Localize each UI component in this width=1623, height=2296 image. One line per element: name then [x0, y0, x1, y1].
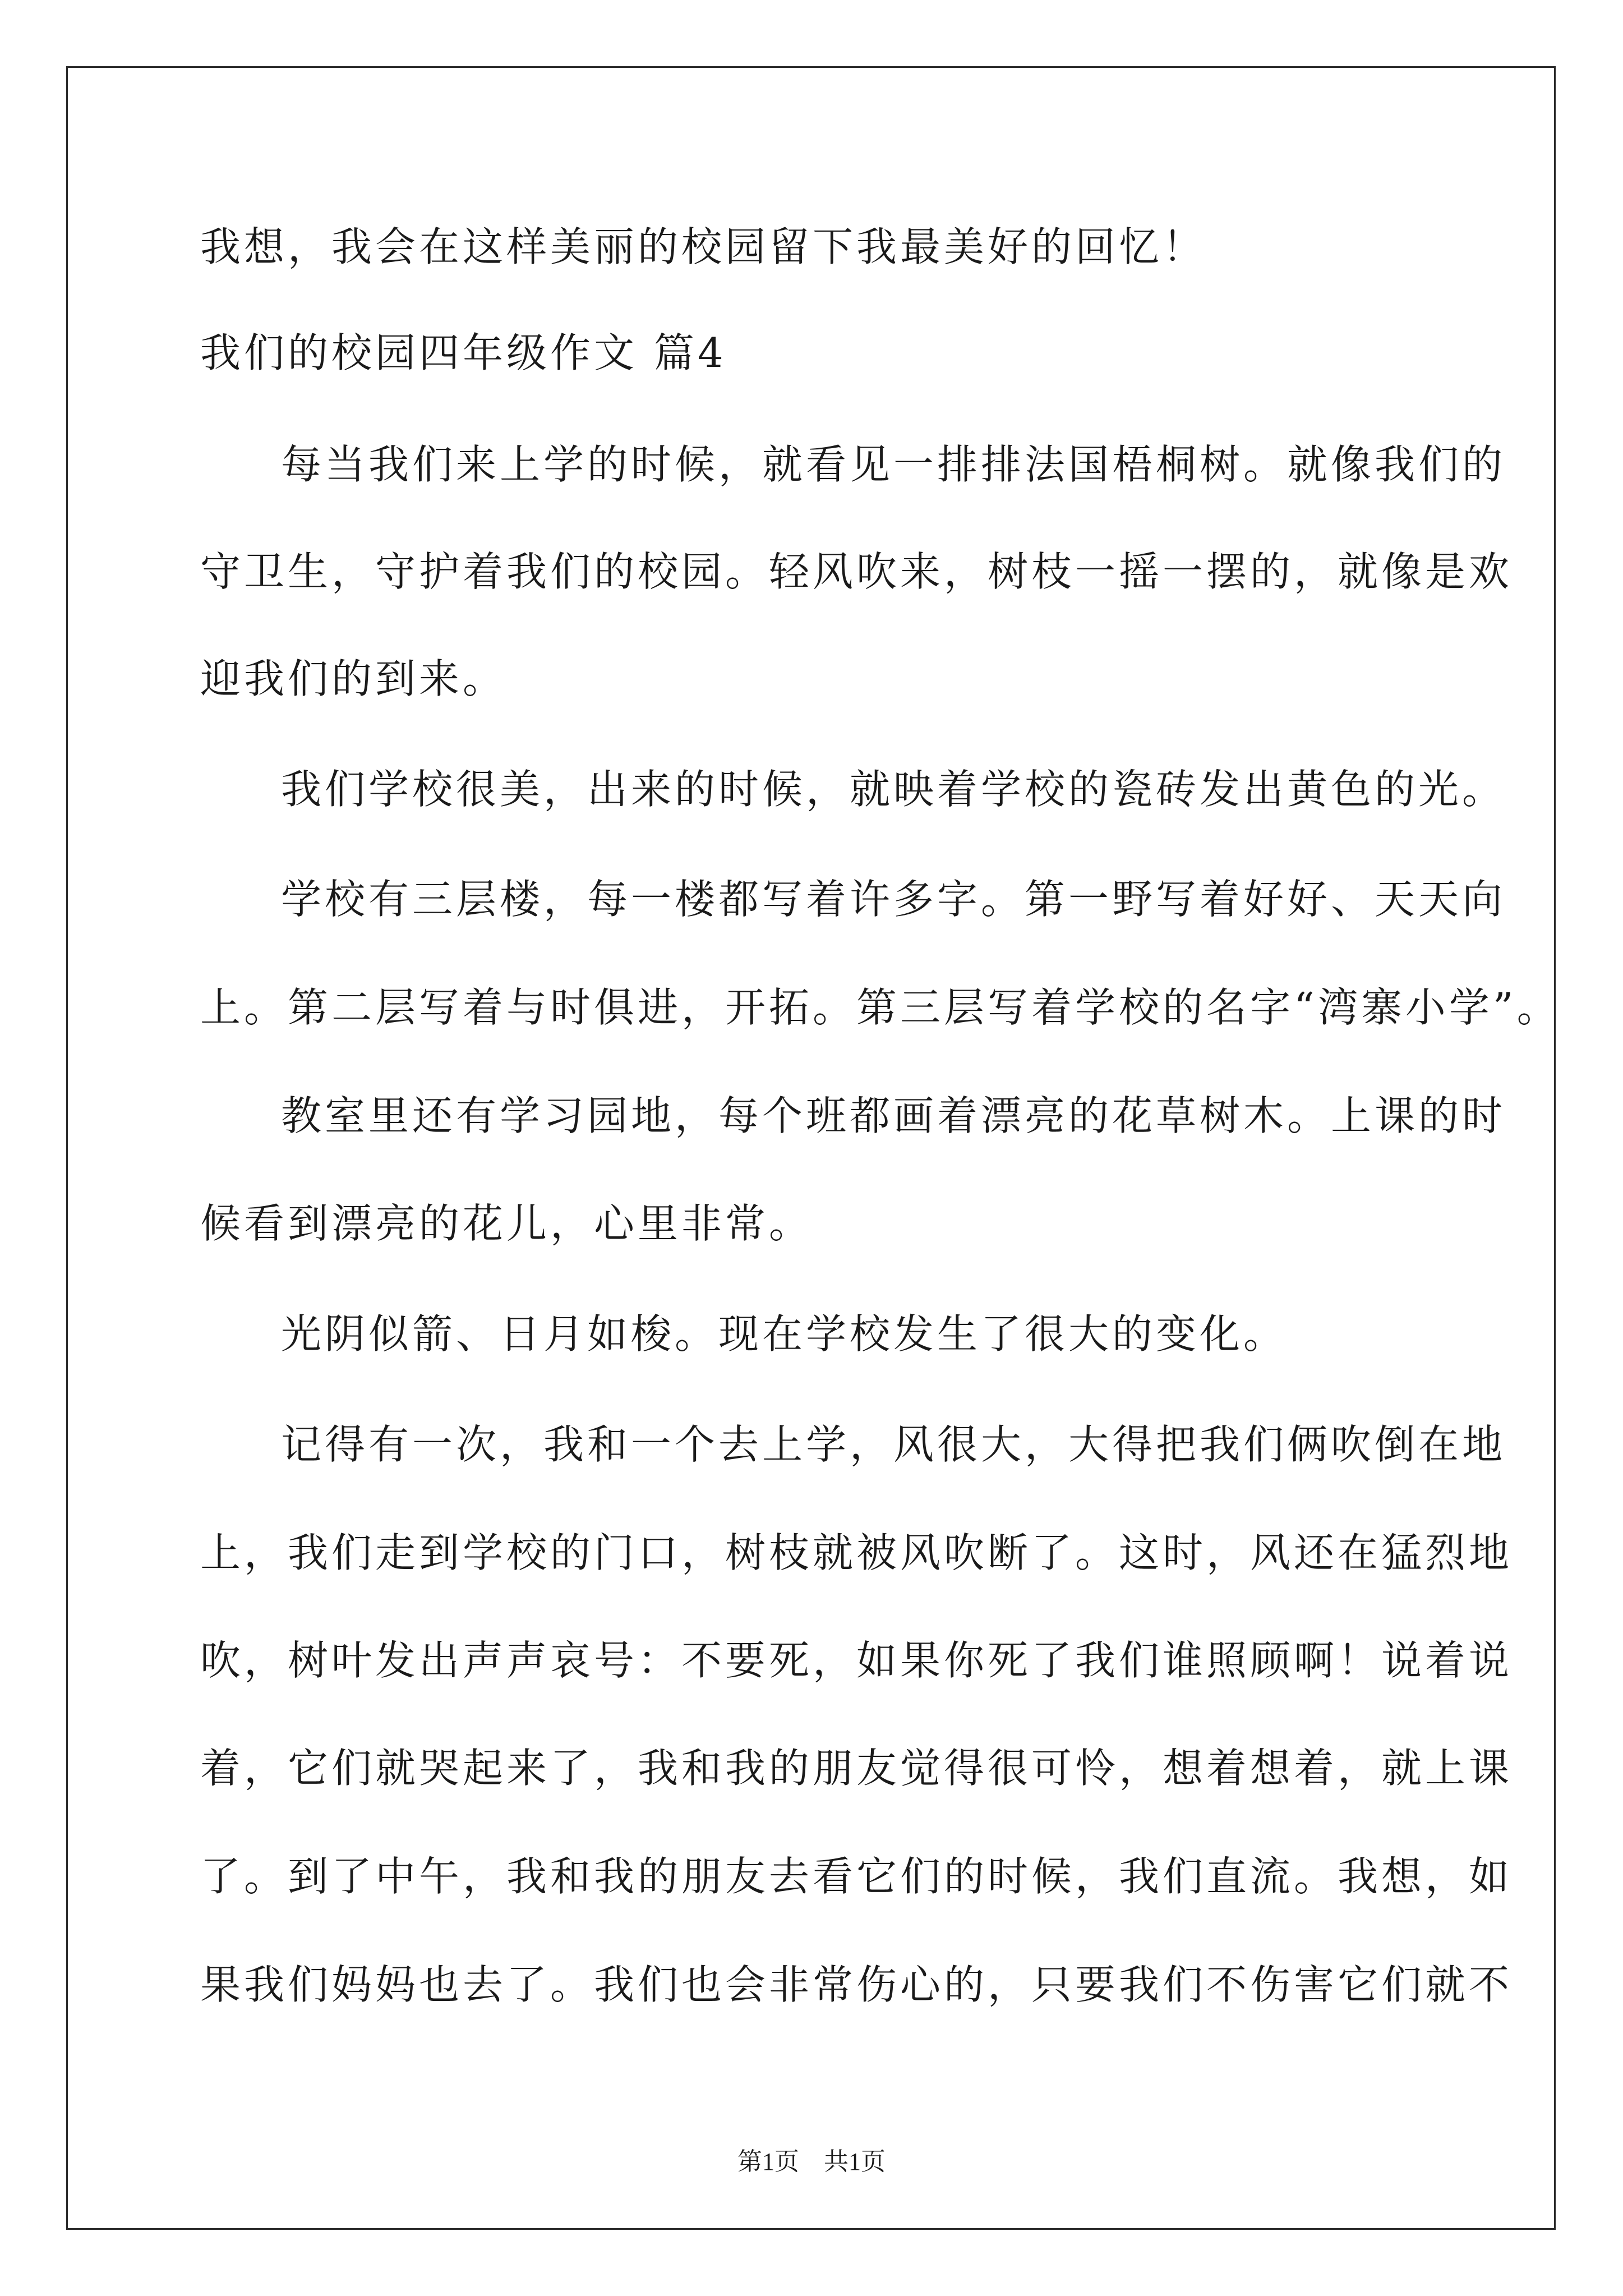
text-line: 候看到漂亮的花儿，心里非常。	[200, 1200, 813, 1247]
text-line: 我想，我会在这样美丽的校园留下我最美好的回忆！	[200, 223, 1207, 270]
text-line: 学校有三层楼，每一楼都写着许多字。第一野写着好好、天天向	[281, 876, 1506, 923]
text-line: 记得有一次，我和一个去上学，风很大，大得把我们俩吹倒在地	[281, 1421, 1506, 1468]
text-line: 了。到了中午，我和我的朋友去看它们的时候，我们直流。我想，如	[200, 1853, 1513, 1900]
text-line: 守卫生，守护着我们的校园。轻风吹来，树枝一摇一摆的，就像是欢	[200, 548, 1513, 595]
text-line: 每当我们来上学的时候，就看见一排排法国梧桐树。就像我们的	[281, 441, 1506, 488]
text-line: 教室里还有学习园地，每个班都画着漂亮的花草树木。上课的时	[281, 1092, 1506, 1139]
section-heading: 我们的校园四年级作文 篇4	[200, 329, 727, 376]
text-line: 迎我们的到来。	[200, 655, 507, 702]
page-number-footer: 第1页 共1页	[737, 2148, 886, 2175]
text-line: 光阴似箭、日月如梭。现在学校发生了很大的变化。	[281, 1310, 1288, 1358]
text-line: 我们学校很美，出来的时候，就映着学校的瓷砖发出黄色的光。	[281, 766, 1506, 813]
text-line: 吹，树叶发出声声哀号：不要死，如果你死了我们谁照顾啊！说着说	[200, 1637, 1513, 1684]
page-border	[66, 66, 1556, 2230]
text-line: 上。第二层写着与时俱进，开拓。第三层写着学校的名字“湾寨小学”。	[200, 984, 1561, 1031]
text-line: 着，它们就哭起来了，我和我的朋友觉得很可怜，想着想着，就上课	[200, 1745, 1513, 1792]
text-line: 上，我们走到学校的门口，树枝就被风吹断了。这时，风还在猛烈地	[200, 1529, 1513, 1576]
text-line: 果我们妈妈也去了。我们也会非常伤心的，只要我们不伤害它们就不	[200, 1961, 1513, 2008]
